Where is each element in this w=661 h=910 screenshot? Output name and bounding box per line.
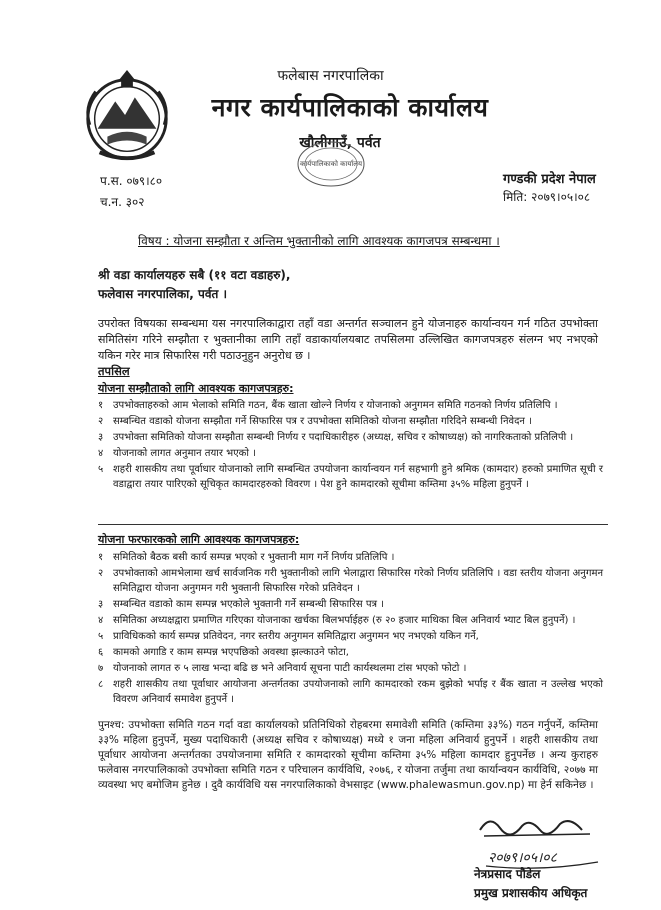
postscript-paragraph: पुनश्च: उपभोक्ता समिति गठन गर्दा वडा कार्यालयको प्रतिनिधिको रोहबरमा समावेशी समिति (कम्तिमा ३३%) गठन गर्नुपर्ने, कम्तिमा ३३% महिला हुनुपर्ने, मुख्य पदाधिकारी (अध्यक्ष सचिव र कोषाध्यक्ष) मध्ये १ जना महिला अनिवार्य हुनुपर्ने । शहरी शासकीय तथा पूर्वाधार आयोजना अन्तर्गतका उपयोजनामा समिति र कामदारको सूचीमा कम्तिमा ३५% महिला कामदार हुनुपर्नेछ । अन्य कुराहरु फलेवास नगरपालिकाको उपभोक्ता समिति गठन र परिचालन कार्यविधि, २०७६, र योजना तर्जुमा तथा कार्यान्वयन कार्यविधि, २०७७ मा व्यवस्था भए बमोजिम हुनेछ । दुवै कार्यविधि यस नगरपालिकाको वेभसाइट (www.phalewasmun.gov.np) मा हेर्न सकिनेछ । xyxy=(98,719,598,791)
item-number: ४ xyxy=(98,615,104,626)
item-number: ५ xyxy=(98,631,104,642)
section1-title: योजना सम्झौताको लागि आवश्यक कागजपत्रहरु: xyxy=(98,382,294,395)
stamp-text: कार्यपालिकाको कार्यालय xyxy=(299,160,363,168)
item-text: शहरी शासकीय तथा पूर्वाधार योजनाको लागि सम्बन्धित उपयोजना कार्यान्वयन गर्न सहभागी हुने श्रमिक (कामदार) हरुको प्रमाणित सूची र वडाद्वारा तयार पारिएको सूचिकृत कामदारहरुको विवरण । पेश हुने कामदारको सूचीमा कम्तिमा ३५% महिला हुनुपर्ने । xyxy=(113,464,603,490)
section-divider xyxy=(98,524,608,525)
item-text: सम्बन्धित वडाको काम सम्पन्न भएकोले भुक्तानी गर्ने सम्बन्धी सिफारिस पत्र । xyxy=(113,599,384,610)
item-number: ३ xyxy=(98,432,104,443)
municipality-name: फलेबास नगरपालिका xyxy=(277,68,384,84)
item-text: प्राविधिकको कार्य सम्पन्न प्रतिवेदन, नगर स्तरीय अनुगमन समितिद्वारा अनुगमन भए नभएको यकिन गर्ने, xyxy=(113,631,479,642)
item-text: योजनाको लागत अनुमान तयार भएको । xyxy=(113,448,256,459)
item-text: उपभोक्ता समितिको योजना सम्झौता सम्बन्धी निर्णय र पदाधिकारीहरु (अध्यक्ष, सचिव र कोषाध्यक्ष) को नागरिकताको प्रतिलिपी । xyxy=(113,432,574,443)
list-item xyxy=(98,677,603,707)
item-number: ५ xyxy=(98,464,104,475)
item-number: ४ xyxy=(98,448,104,459)
signatory-title: प्रमुख प्रशासकीय अधिकृत xyxy=(474,886,588,900)
list-item xyxy=(98,613,603,628)
item-number: ८ xyxy=(98,679,104,690)
letter-date: मिति: २०७९।०५।०८ xyxy=(503,190,591,204)
list-item xyxy=(98,462,603,492)
item-text: समितिको बैठक बसी कार्य सम्पन्न भएको र भुक्तानी माग गर्ने निर्णय प्रतिलिपि । xyxy=(113,552,395,563)
schedule-label: तपसिल xyxy=(98,364,130,378)
section1-list xyxy=(98,398,603,493)
province-name: गण्डकी प्रदेश नेपाल xyxy=(503,172,596,187)
list-item xyxy=(98,566,603,596)
list-item xyxy=(98,398,603,413)
office-location: खौलीगाउँ, पर्वत xyxy=(299,135,381,151)
list-item xyxy=(98,446,603,461)
item-text: समितिका अध्यक्षद्वारा प्रमाणित गरिएका योजनाका खर्चका बिलभर्पाईहरु (रु २० हजार माथिका बिल अनिवार्य भ्याट बिल हुनुपर्ने) । xyxy=(113,615,576,626)
list-item xyxy=(98,414,603,429)
office-stamp xyxy=(296,140,366,188)
item-text: उपभोक्ताको आमभेलामा खर्च सार्वजनिक गरी भुक्तानीको लागि भेलाद्वारा सिफारिस गरेको निर्णय प्रतिलिपि । वडा स्तरीय योजना अनुगमन समितिद्वारा योजना अनुगमन गरी भुक्तानी सिफारिस गरेको प्रतिवेदन । xyxy=(113,568,603,594)
dispatch-number: च.न. ३०२ xyxy=(100,195,145,209)
item-text: सम्बन्धित वडाको योजना सम्झौता गर्ने सिफारिस पत्र र उपभोक्ता समितिको योजना सम्झौता गरिदिने सम्बन्धी निवेदन । xyxy=(113,416,532,427)
addressee-line-2: फलेवास नगरपालिका, पर्वत । xyxy=(98,287,228,301)
item-text: योजनाको लागत रु ५ लाख भन्दा बढि छ भने अनिवार्य सूचना पाटी कार्यस्थलमा टांस भएको फोटो । xyxy=(113,663,467,674)
item-number: २ xyxy=(98,568,104,579)
list-item xyxy=(98,550,603,565)
office-title: नगर कार्यपालिकाको कार्यालय xyxy=(211,93,489,122)
list-item xyxy=(98,645,603,660)
item-number: १ xyxy=(98,400,104,411)
signature-date: २०७९।०५।०८ xyxy=(488,850,557,866)
item-number: ६ xyxy=(98,647,104,658)
item-number: १ xyxy=(98,552,104,563)
item-text: उपभोक्ताहरुको आम भेलाको समिति गठन, बैंक खाता खोल्ने निर्णय र योजनाको अनुगमन समिति गठनको निर्णय प्रतिलिपि । xyxy=(113,400,558,411)
item-number: ३ xyxy=(98,599,104,610)
list-item xyxy=(98,629,603,644)
signatory-name: नेत्रप्रसाद पौडेल xyxy=(474,867,541,881)
item-number: २ xyxy=(98,416,104,427)
section2-list xyxy=(98,550,603,708)
addressee-line-1: श्री वडा कार्यालयहरु सबै (११ वटा वडाहरु), xyxy=(98,268,291,282)
letter-number: प.स. ०७९।८० xyxy=(100,174,163,188)
body-paragraph: उपरोक्त विषयका सम्बन्धमा यस नगरपालिकाद्वारा तहाँ वडा अन्तर्गत सञ्चालन हुने योजनाहरु कार्यान्वयन गर्न गठित उपभोक्ता समितिसंग गरिने सम्झौता र भुक्तानीका लागि तहाँ वडाकार्यालयबाट तपसिलमा उल्लिखित कागजपत्रहरु संलग्न भए नभएको यकिन गरेर मात्र सिफारिस गरी पठाउनुहुन अनुरोध छ । xyxy=(98,317,598,362)
item-number: ७ xyxy=(98,663,104,674)
section2-title: योजना फरफारकको लागि आवश्यक कागजपत्रहरु: xyxy=(98,533,300,546)
item-text: शहरी शासकीय तथा पूर्वाधार आयोजना अन्तर्गतका उपयोजनाको लागि कामदारको रकम बुझेको भर्पाइ र बैंक खाता न उल्लेख भएको विवरण अनिवार्य समावेश हुनुपर्ने । xyxy=(113,679,603,705)
list-item xyxy=(98,597,603,612)
subject-line: विषय : योजना सम्झौता र अन्तिम भुक्तानीको लागि आवश्यक कागजपत्र सम्बन्धमा । xyxy=(138,234,500,248)
list-item xyxy=(98,661,603,676)
list-item xyxy=(98,430,603,445)
item-text: कामको अगाडि र काम सम्पन्न भएपछिको अवस्था झल्काउने फोटा, xyxy=(113,647,349,658)
